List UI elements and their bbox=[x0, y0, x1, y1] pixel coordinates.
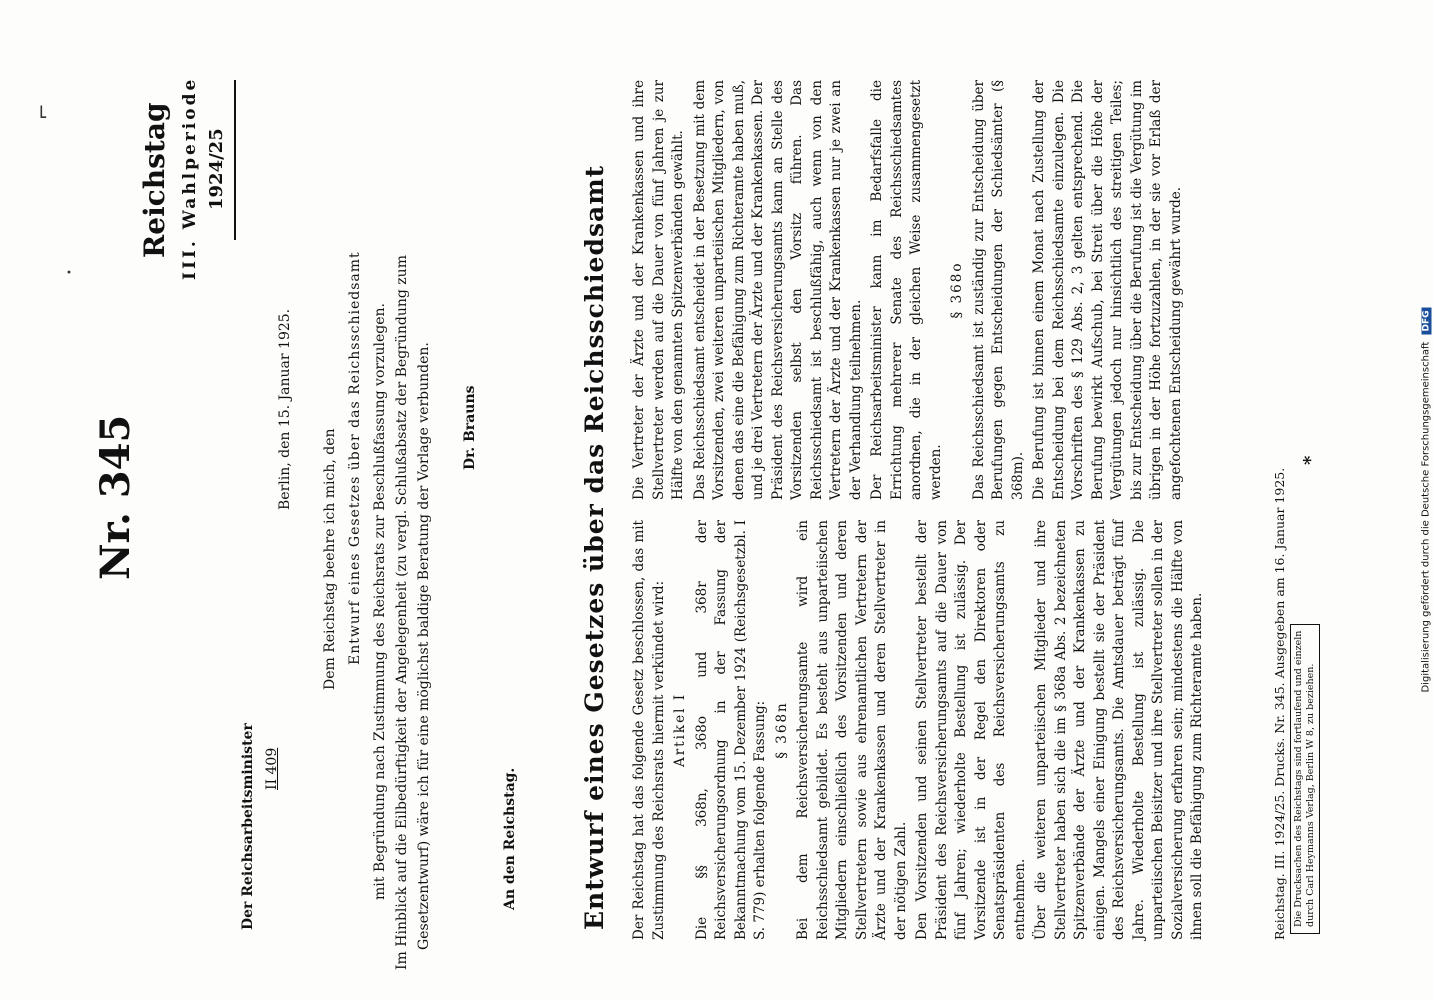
dfg-logo-icon: DFG bbox=[1422, 307, 1432, 334]
paragraph: Das Reichsschiedsamt ist zuständig zur Entscheidung über Berufungen gegen Entscheidungen der Schiedsämter (§ 368m). bbox=[970, 80, 1026, 500]
paragraph: Über die weiteren unparteiischen Mitglieder und ihre Stellvertreter haben sich die im § 368a Abs. 2 bezeichneten Spitzenverbände der Ärzte und der Krankenkassen zu einigen. Mangels einer Einigung bestellt sie der Präsident des Reichsversicherungsamts. Die Amtsdauer beträgt fünf Jahre. Wiederholte Bestellung ist zulässig. Die unparteiischen Beisitzer und ihre Stellvertreter sollen in der Sozialversicherung erfahren sein; mindestens die Hälfte von ihnen soll die Befähigung zum Richteramte haben. bbox=[1033, 520, 1205, 940]
letter-line-1: Dem Reichstag beehre ich mich, den bbox=[322, 428, 338, 690]
signature: Dr. Brauns bbox=[462, 385, 478, 470]
section-heading: § 368n bbox=[773, 701, 790, 759]
header-rule bbox=[234, 80, 236, 240]
sender-label: Der Reichsarbeitsminister bbox=[240, 723, 256, 930]
letter-line-5: Gesetzentwurf) wäre ich für eine möglichst baldige Beratung der Vorlage verbunden. bbox=[416, 342, 432, 950]
letter-line-2: Entwurf eines Gesetzes über das Reichsschiedsamt bbox=[347, 251, 363, 665]
scan-mark: ⌐ bbox=[30, 103, 54, 120]
paragraph: Die Vertreter der Ärzte und der Krankenkassen und ihre Stellvertreter werden auf die Dauer von fünf Jahren je zur Hälfte von den genannten Spitzenverbänden gewählt. bbox=[631, 80, 686, 500]
publisher-note-box bbox=[1290, 624, 1320, 934]
reference-number: II 409 bbox=[264, 747, 280, 790]
paragraph: Die §§ 368n, 368o und 368r der Reichsversicherungsordnung in der Fassung der Bekanntmachung vom 15. Dezember 1924 (Reichsgesetzbl. I S. 779) erhalten folgende Fassung: bbox=[693, 520, 768, 940]
publisher-note-line-1: Die Drucksachen des Reichstags sind fortlaufend und einzeln bbox=[1293, 630, 1304, 927]
paragraph: Bei dem Reichsversicherungsamte wird ein Reichsschiedsamt gebildet. Es besteht aus unparteiischen Mitgliedern einschließlich des Vorsitzenden und deren Stellvertretern sowie aus ehrenamtlichen Vertretern der Ärzte und der Krankenkassen und deren Stellvertreter in der nötigen Zahl. bbox=[795, 520, 909, 940]
draft-title: Entwurf eines Gesetzes über das Reichsschiedsamt bbox=[580, 164, 609, 930]
years-label: 1924/25 bbox=[206, 128, 227, 210]
publisher-note-line-2: durch Carl Heymanns Verlag, Berlin W 8, zu beziehen. bbox=[1305, 663, 1316, 927]
draft-column-1 bbox=[630, 520, 1210, 940]
credit-text: Digitalisierung gefördert durch die Deutsche Forschungsgemeinschaft bbox=[1420, 341, 1432, 693]
paragraph: Den Vorsitzenden und seinen Stellvertreter bestellt der Präsident des Reichsversicherungsamts auf die Dauer von fünf Jahren; wiederholte Bestellung ist zulässig. Der Vorsitzende ist in der Regel den Direktoren oder Senatspräsidenten des Reichsversicherungsamts zu entnehmen. bbox=[914, 520, 1028, 940]
paragraph: Der Reichsarbeitsminister kann im Bedarfsfalle die Errichtung mehrerer Senate des Reichsschiedsamtes anordnen, die in der gleichen Weise zusammengesetzt werden. bbox=[869, 80, 944, 500]
section-heading: § 368o bbox=[949, 261, 965, 319]
place-date: Berlin, den 15. Januar 1925. bbox=[277, 308, 293, 510]
paragraph: Der Reichstag hat das folgende Gesetz beschlossen, das mit Zustimmung des Reichsrats hiermit verkündet wird: bbox=[631, 520, 667, 940]
letter-line-3: mit Begründung nach Zustimmung des Reichsrats zur Beschlußfassung vorzulegen. bbox=[372, 303, 388, 900]
document-number: Nr. 345 bbox=[92, 414, 139, 580]
footnote-star: * bbox=[1300, 455, 1321, 465]
letter-line-4: Im Hinblick auf die Eilbedürftigkeit der Angelegenheit (zu vergl. Schlußabsatz der Begründung zum bbox=[394, 255, 410, 970]
paragraph: Die Berufung ist binnen einem Monat nach Zustellung der Entscheidung bei dem Reichsschiedsamte einzulegen. Die Vorschriften des § 129 Abs. 2, 3 gelten entsprechend. Die Berufung bewirkt Aufschub, bei Streit über die Höhe der Vergütungen jedoch nur hinsichtlich des streitigen Teiles; bis zur Entscheidung über die Berufung ist die Vergütung im übrigen in der Höhe fortzuzahlen, in der sie vor Erlaß der angefochtenen Entscheidung gewährt wurde. bbox=[1031, 80, 1184, 500]
institution-heading: Reichstag bbox=[138, 102, 171, 258]
recipient: An den Reichstag. bbox=[502, 767, 518, 910]
draft-column-2 bbox=[630, 80, 1188, 500]
period-label: III. Wahlperiode bbox=[180, 76, 200, 280]
article-heading: Artikel I bbox=[672, 692, 688, 768]
paragraph: Das Reichsschiedsamt entscheidet in der Besetzung mit dem Vorsitzenden, zwei weiteren unparteiischen Mitgliedern, von denen das eine die Befähigung zum Richteramte haben muß, und je drei Vertretern der Ärzte und der Krankenkassen. Der Präsident des Reichsversicherungsamts kann an Stelle des Vorsitzenden selbst den Vorsitz führen. Das Reichsschiedsamt ist beschlußfähig, auch wenn von den Vertretern der Ärzte und der Krankenkassen nur je zwei an der Verhandlung teilnehmen. bbox=[691, 80, 864, 500]
scan-speck: • bbox=[65, 269, 76, 275]
imprint-line: Reichstag. III. 1924/25. Drucks. Nr. 345. Ausgegeben am 16. Januar 1925. bbox=[1272, 467, 1287, 940]
